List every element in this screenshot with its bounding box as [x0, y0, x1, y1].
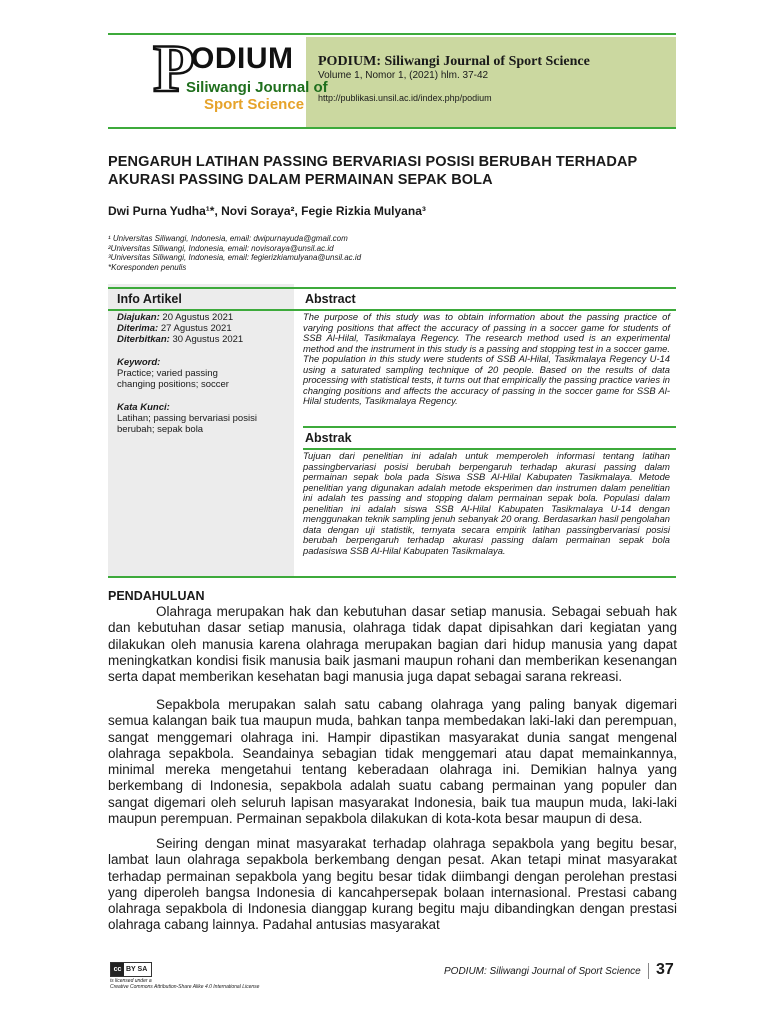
- journal-volume: Volume 1, Nomor 1, (2021) hlm. 37-42: [318, 70, 489, 81]
- keyword-line-1: Practice; varied passing: [117, 368, 218, 379]
- info-dates: [117, 312, 287, 345]
- logo-odium: ODIUM: [191, 42, 294, 75]
- license-line-2[interactable]: Creative Commons Attribution-Share Alike 4.0 International License: [110, 984, 260, 990]
- abstract-heading: Abstract: [305, 292, 356, 306]
- corresponding-note: *Koresponden penulis: [108, 262, 187, 272]
- paragraph-3: Seiring dengan minat masyarakat terhadap olahraga sepakbola yang begitu besar, lambat laun olahraga sepakbola berkembang dengan pesat. Akan tetapi minat masyarakat terhadap permainan sepakbola yang begitu besar tidak diimbangi dengan perolehan prestasi yang diperoleh bangsa Indonesia di kancahpersepak bolaan internasional. Prestasi cabang olahraga sepakbola di Indonesia dianggap kurang begitu maju dibandingkan dengan prestasi olahraga cabang lainnya. Padahal antusias masyarakat: [108, 836, 677, 933]
- diterbitkan-date: 30 Agustus 2021: [172, 334, 244, 345]
- affiliation-2: ²Universitas Siliwangi, Indonesia, email: novisoraya@unsil.ac.id: [108, 243, 334, 253]
- keyword-block: [117, 357, 287, 390]
- header-info-box: [306, 37, 676, 127]
- keyword-line-2: changing positions; soccer: [117, 379, 229, 390]
- footer-separator: [648, 963, 649, 979]
- keyword-label: Keyword:: [117, 357, 161, 368]
- logo-subtitle-1: Siliwangi Journal of: [186, 79, 328, 96]
- abstrak-heading: Abstrak: [305, 431, 352, 445]
- logo-letter-p: P: [153, 30, 195, 106]
- paper-title-line-1: PENGARUH LATIHAN PASSING BERVARIASI POSISI BERUBAH TERHADAP: [108, 154, 638, 170]
- diterbitkan-label: Diterbitkan:: [117, 334, 170, 345]
- diterima-date: 27 Agustus 2021: [160, 323, 232, 334]
- affiliation-3: ³Universitas Siliwangi, Indonesia, email: fegierizkiamulyana@unsil.ac.id: [108, 253, 362, 262]
- journal-title: PODIUM: Siliwangi Journal of Sport Science: [318, 54, 590, 69]
- diterima-label: Diterima:: [117, 323, 159, 334]
- abstract-text: The purpose of this study was to obtain information about the passing practice of varying positions that affect the accuracy of passing in a soccer game for students of SSB Al-Hilal, Tasikmalaya Regency. The research method used is an experimental method and the instrument in this study is a passing and stopping test in a soccer game. The population in this study were students of SSB Al-Hilal, Tasikmalaya Regency U-14 using a saturated sampling technique of 20 people. Based on the results of data processing with statistical tests, it turns out that empirically the passing practice varies in changing positions and affects the accuracy of passing in the soccer game for SSB Al-Hilal students, Tasikmalaya Regency.: [303, 311, 670, 406]
- katakunci-line-2: berubah; sepak bola: [117, 424, 204, 435]
- affiliations: [108, 234, 361, 272]
- header-bottom-rule: [108, 127, 676, 129]
- block-top-rule: [108, 287, 676, 289]
- page-number: 37: [656, 961, 674, 978]
- abstrak-top-rule: [303, 426, 676, 428]
- katakunci-label: Kata Kunci:: [117, 402, 170, 413]
- diajukan-label: Diajukan:: [117, 312, 160, 323]
- cc-license-badge[interactable]: [110, 962, 152, 977]
- info-heading: Info Artikel: [117, 292, 182, 306]
- cc-icon: cc: [111, 963, 124, 976]
- license-line-1: is licensed under a: [110, 978, 152, 984]
- paragraph-1: Olahraga merupakan hak dan kebutuhan dasar setiap manusia. Sebagai sebuah hak dan kebutuhan dasar setiap manusia, olahraga tidak dapat dipisahkan dari kegiatan yang dilakukan oleh manusia karena olahraga merupakan bagian dari hidup manusia yang dapat meningkatkan kondisi fisik manusia baik jasmani maupun rohani dan memberikan kesenangan serta dapat memberikan kesehatan bagi manusia juga dapat sebagai sarana rekreasi.: [108, 604, 677, 685]
- paper-title: [108, 153, 678, 189]
- logo-subtitle-2: Sport Science: [204, 96, 305, 113]
- license-text: [110, 978, 310, 990]
- section-heading: PENDAHULUAN: [108, 589, 205, 603]
- katakunci-line-1: Latihan; passing bervariasi posisi: [117, 413, 257, 424]
- affiliation-1: ¹ Universitas Siliwangi, Indonesia, email: dwipurnayuda@gmail.com: [108, 234, 348, 243]
- katakunci-block: [117, 402, 287, 435]
- paper-title-line-2: AKURASI PASSING DALAM PERMAINAN SEPAK BOLA: [108, 172, 493, 188]
- journal-url[interactable]: http://publikasi.unsil.ac.id/index.php/podium: [318, 93, 492, 103]
- cc-terms: BY SA: [126, 966, 148, 973]
- abstrak-text: Tujuan dari penelitian ini adalah untuk memperoleh informasi tentang latihan passingbervariasi posisi berubah berpengaruh terhadap akurasi passing dalam permainan sepak bola pada Siswa SSB Al-Hilal Kabupaten Tasikmalaya. Metode penelitian yang digunakan adalah metode eksperimen dan instrumen dalam penelitian ini adalah tes passing and stopping dalam permainan sepak bola. Populasi dalam penelitian ini adalah siswa SSB Al-Hilal Kabupaten Tasikmalaya U-14 dengan menggunakan teknik sampling jenuh sebanyak 20 orang. Berdasarkan hasil pengolahan data dengan uji statistik, ternyata secara empirik latihan passingbervariasi posisi berubah berpengaruh terhadap akurasi passing dalam permainan sepak bola padasiswa SSB Al-Hilal Kabupaten Tasikmalaya.: [303, 450, 670, 556]
- paragraph-2: Sepakbola merupakan salah satu cabang olahraga yang paling banyak digemari semua kalangan baik tua maupun muda, bahkan tanpa membedakan laki-laki dan perempuan, sangat menggemari olahraga ini. Hampir dipastikan masyarakat dunia sangat mengenal olahraga sepakbola. Seandainya sebagian tidak menggemari atau dapat memainkannya, minimal mereka mengetahui tentang keberadaan olahraga ini. Demikian halnya yang berkembang di Indonesia, sepakbola adalah suatu cabang permainan yang populer dan sangat digemari oleh seluruh lapisan masyarakat Indonesia, baik tua maupun muda, laki-laki maupun perempuan. Permainan sepakbola dilakukan di kota-kota besar maupun di desa.: [108, 697, 677, 827]
- diajukan-date: 20 Agustus 2021: [162, 312, 234, 323]
- block-bottom-rule: [108, 576, 676, 578]
- footer-journal: PODIUM: Siliwangi Journal of Sport Science: [444, 966, 641, 977]
- authors: Dwi Purna Yudha¹*, Novi Soraya², Fegie Rizkia Mulyana³: [108, 204, 426, 218]
